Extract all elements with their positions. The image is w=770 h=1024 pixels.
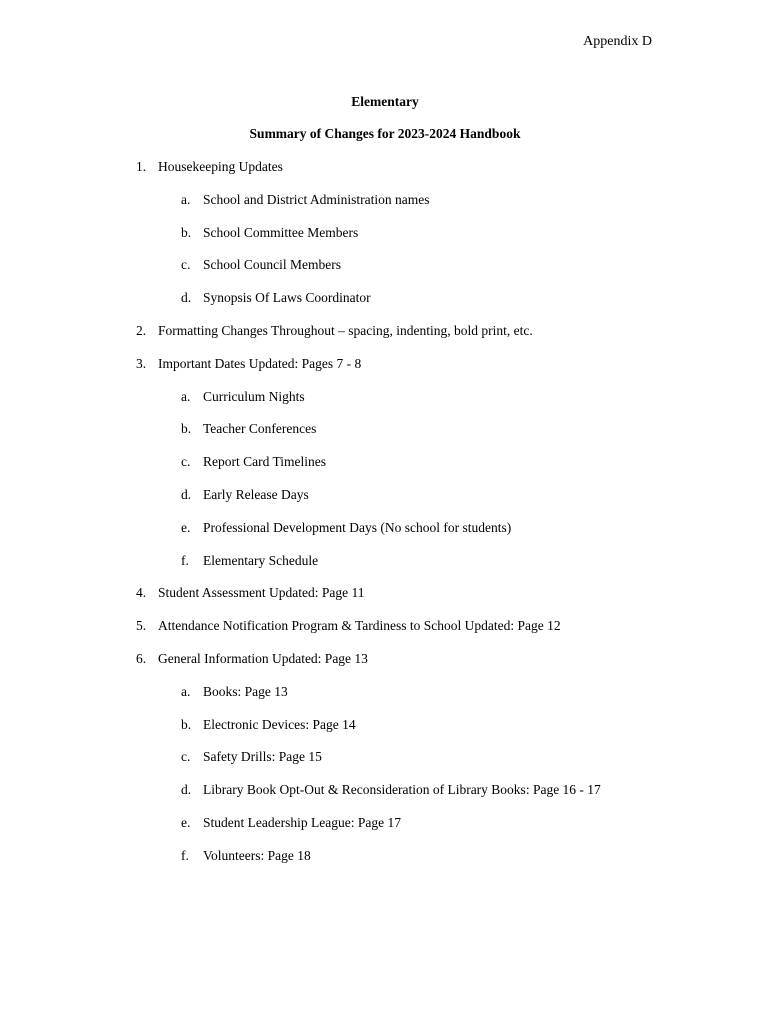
sub-list-item [0, 552, 770, 585]
list-item-text: Student Assessment Updated: Page 11 [158, 585, 365, 601]
list-marker: a. [181, 388, 191, 404]
list-item-text: Safety Drills: Page 15 [203, 749, 322, 765]
list-item-text: Synopsis Of Laws Coordinator [203, 290, 371, 306]
list-item-text: Formatting Changes Throughout – spacing, indenting, bold print, etc. [158, 322, 533, 338]
list-item [0, 322, 770, 355]
list-item-text: Library Book Opt-Out & Reconsideration of Library Books: Page 16 - 17 [203, 782, 601, 798]
list-item-text: Report Card Timelines [203, 454, 327, 470]
list-item [0, 355, 770, 388]
list-marker: e. [181, 814, 191, 830]
list-marker: 2. [136, 322, 147, 338]
list-item-text: Housekeeping Updates [158, 159, 283, 174]
sub-list-item [0, 256, 770, 289]
sub-list-item [0, 388, 770, 421]
list-item-text: Student Leadership League: Page 17 [203, 814, 401, 830]
list-item-text: General Information Updated: Page 13 [158, 650, 368, 666]
list-marker: d. [181, 290, 192, 306]
list-marker: d. [181, 782, 192, 798]
list-item-text: Curriculum Nights [203, 388, 305, 404]
appendix-label: Appendix D [583, 34, 652, 49]
list-item-text: Electronic Devices: Page 14 [203, 716, 356, 732]
list-marker: 4. [136, 585, 147, 601]
sub-list-item [0, 519, 770, 552]
list-item-text: School Committee Members [203, 224, 359, 240]
document-subtitle: Summary of Changes for 2023-2024 Handbook [249, 126, 521, 141]
list-marker: b. [181, 224, 192, 240]
list-item-text: School Council Members [203, 257, 341, 273]
sub-list-item [0, 191, 770, 224]
sub-list-item [0, 847, 770, 880]
list-item-text: School and District Administration names [203, 191, 430, 207]
list-item-text: Early Release Days [203, 486, 309, 502]
list-item-text: Teacher Conferences [203, 421, 317, 437]
list-marker: 5. [136, 618, 147, 634]
list-marker: b. [181, 716, 192, 732]
list-marker: e. [181, 519, 191, 535]
list-item [0, 584, 770, 617]
list-marker: d. [181, 486, 192, 502]
list-marker: f. [181, 847, 189, 863]
list-marker: 6. [136, 650, 147, 666]
list-marker: c. [181, 454, 191, 470]
list-item-text: Attendance Notification Program & Tardiness to School Updated: Page 12 [158, 618, 561, 634]
list-item-text: Books: Page 13 [203, 683, 288, 699]
list-item [0, 617, 770, 650]
sub-list-item [0, 683, 770, 716]
list-marker: 3. [136, 355, 147, 371]
list-item-text: Volunteers: Page 18 [203, 847, 311, 863]
list-item-text: Professional Development Days (No school for students) [203, 519, 512, 535]
list-marker: f. [181, 552, 189, 568]
list-marker: b. [181, 421, 192, 437]
sub-list-item [0, 420, 770, 453]
sub-list-item [0, 486, 770, 519]
list-marker: a. [181, 191, 191, 207]
sub-list-item [0, 781, 770, 814]
sub-list-item [0, 814, 770, 847]
sub-list-item [0, 289, 770, 322]
list-item [0, 650, 770, 683]
list-marker: c. [181, 257, 191, 273]
list-marker: c. [181, 749, 191, 765]
sub-list-item [0, 716, 770, 749]
list-item-text: Elementary Schedule [203, 552, 319, 568]
list-item-text: Important Dates Updated: Pages 7 - 8 [158, 355, 362, 371]
sub-list-item [0, 748, 770, 781]
changes-list [0, 158, 770, 880]
sub-list-item [0, 224, 770, 257]
list-marker: a. [181, 683, 191, 699]
list-item [0, 158, 770, 191]
list-marker: 1. [136, 159, 147, 174]
document-title: Elementary [351, 94, 419, 109]
sub-list-item [0, 453, 770, 486]
